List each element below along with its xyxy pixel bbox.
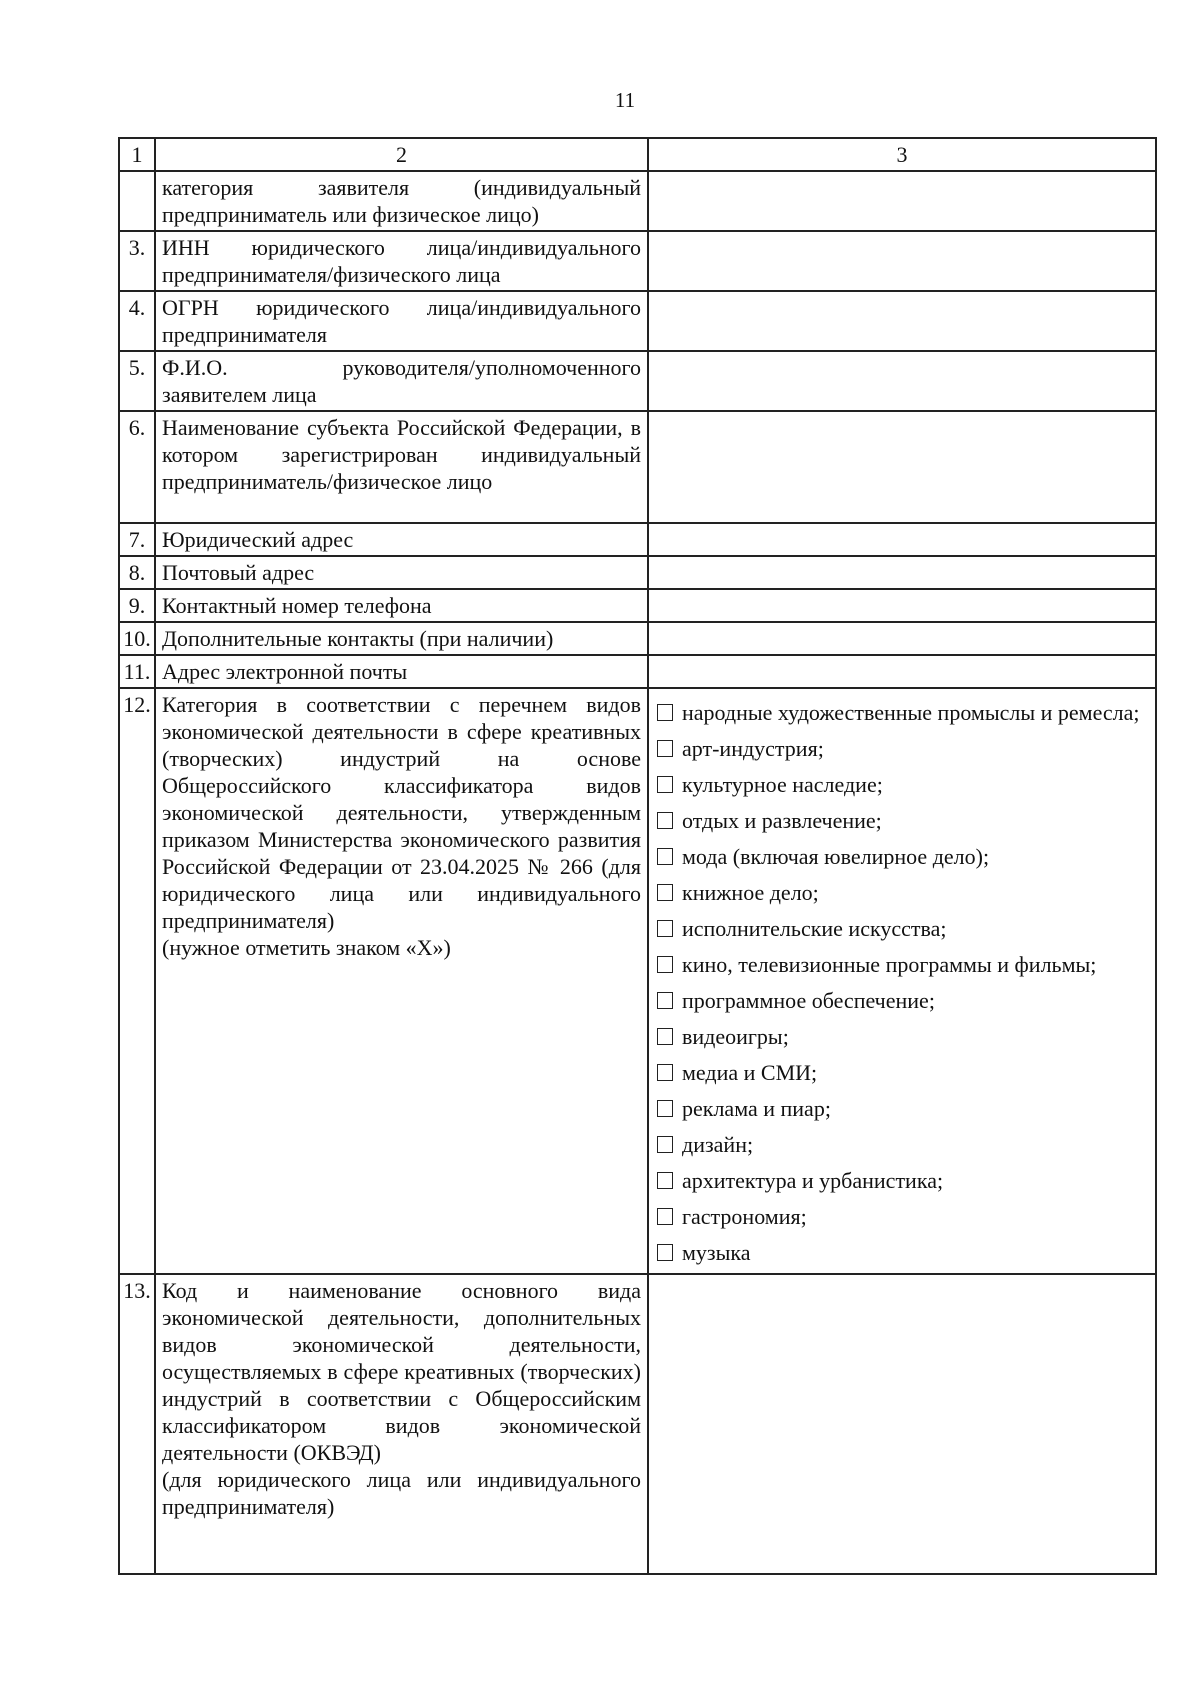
- row-number: 8.: [119, 556, 155, 589]
- table-row: [119, 655, 1156, 688]
- category-description: [155, 688, 648, 1274]
- row-label: ОГРН юридического лица/индивидуального предпринимателя: [155, 291, 648, 351]
- page-number: 11: [614, 88, 636, 112]
- row-number: 3.: [119, 231, 155, 291]
- row-number: 11.: [119, 655, 155, 688]
- checkbox-icon[interactable]: [657, 920, 673, 937]
- row-number: 7.: [119, 523, 155, 556]
- row-number: 13.: [119, 1274, 155, 1574]
- checkbox-icon[interactable]: [657, 1064, 673, 1081]
- row-value-field[interactable]: [648, 523, 1156, 556]
- table-row: [119, 171, 1156, 231]
- checkbox-icon[interactable]: [657, 740, 673, 757]
- checkbox-icon[interactable]: [657, 1136, 673, 1153]
- row-number: 10.: [119, 622, 155, 655]
- checkbox-icon[interactable]: [657, 992, 673, 1009]
- okved-value-field[interactable]: [648, 1274, 1156, 1574]
- okved-description: [155, 1274, 648, 1574]
- row-label: Ф.И.О. руководителя/уполномоченного заявителем лица: [155, 351, 648, 411]
- table-header-row: [119, 138, 1156, 171]
- checkbox-icon[interactable]: [657, 1028, 673, 1045]
- row-label: ИНН юридического лица/индивидуального предпринимателя/физического лица: [155, 231, 648, 291]
- checkbox-icon[interactable]: [657, 1208, 673, 1225]
- header-col-1: 1: [119, 138, 155, 171]
- row-value-field[interactable]: [648, 556, 1156, 589]
- row-number: 5.: [119, 351, 155, 411]
- row-label: Юридический адрес: [155, 523, 648, 556]
- category-option[interactable]: культурное наследие;: [657, 771, 1155, 799]
- category-option[interactable]: гастрономия;: [657, 1203, 1155, 1231]
- okved-label: Код и наименование основного вида экономической деятельности, дополнительных видов экономической деятельности, осуществляемых в сфере креативных (творческих) индустрий в соответствии с Общероссийским классификатором видов экономической деятельности (ОКВЭД): [162, 1278, 641, 1465]
- category-option[interactable]: музыка: [657, 1239, 1155, 1267]
- row-value-field[interactable]: [648, 589, 1156, 622]
- category-option[interactable]: архитектура и урбанистика;: [657, 1167, 1155, 1195]
- checkbox-icon[interactable]: [657, 1244, 673, 1261]
- category-option[interactable]: программное обеспечение;: [657, 987, 1155, 1015]
- category-option[interactable]: отдых и развлечение;: [657, 807, 1155, 835]
- row-number: [119, 171, 155, 231]
- category-option[interactable]: реклама и пиар;: [657, 1095, 1155, 1123]
- row-number: 6.: [119, 411, 155, 523]
- row-label: Контактный номер телефона: [155, 589, 648, 622]
- category-note: (нужное отметить знаком «Х»): [162, 935, 451, 960]
- row-label: Адрес электронной почты: [155, 655, 648, 688]
- okved-row: [119, 1274, 1156, 1574]
- checkbox-icon[interactable]: [657, 1172, 673, 1189]
- checkbox-icon[interactable]: [657, 1100, 673, 1117]
- checkbox-icon[interactable]: [657, 776, 673, 793]
- category-option[interactable]: исполнительские искусства;: [657, 915, 1155, 943]
- row-value-field[interactable]: [648, 171, 1156, 231]
- category-option[interactable]: народные художественные промыслы и ремесла;: [657, 699, 1155, 727]
- row-value-field[interactable]: [648, 231, 1156, 291]
- row-label: Почтовый адрес: [155, 556, 648, 589]
- row-label: категория заявителя (индивидуальный предприниматель или физическое лицо): [155, 171, 648, 231]
- header-col-3: 3: [648, 138, 1156, 171]
- header-col-2: 2: [155, 138, 648, 171]
- category-option[interactable]: кино, телевизионные программы и фильмы;: [657, 951, 1155, 979]
- category-option[interactable]: мода (включая ювелирное дело);: [657, 843, 1155, 871]
- row-value-field[interactable]: [648, 411, 1156, 523]
- table-row: [119, 589, 1156, 622]
- row-value-field[interactable]: [648, 351, 1156, 411]
- checkbox-icon[interactable]: [657, 812, 673, 829]
- category-option[interactable]: книжное дело;: [657, 879, 1155, 907]
- category-option[interactable]: медиа и СМИ;: [657, 1059, 1155, 1087]
- row-value-field[interactable]: [648, 291, 1156, 351]
- row-label: Наименование субъекта Российской Федерации, в котором зарегистрирован индивидуальный предприниматель/физическое лицо: [155, 411, 648, 523]
- row-value-field[interactable]: [648, 622, 1156, 655]
- category-options: [648, 688, 1156, 1274]
- checkbox-icon[interactable]: [657, 956, 673, 973]
- category-option[interactable]: дизайн;: [657, 1131, 1155, 1159]
- checkbox-icon[interactable]: [657, 848, 673, 865]
- category-row: [119, 688, 1156, 1274]
- table-row: [119, 231, 1156, 291]
- row-number: 4.: [119, 291, 155, 351]
- row-number: 12.: [119, 688, 155, 1274]
- application-form-table: [118, 137, 1157, 1575]
- row-number: 9.: [119, 589, 155, 622]
- table-row: [119, 556, 1156, 589]
- row-label: Дополнительные контакты (при наличии): [155, 622, 648, 655]
- table-row: [119, 411, 1156, 523]
- checkbox-icon[interactable]: [657, 884, 673, 901]
- table-row: [119, 291, 1156, 351]
- okved-note: (для юридического лица или индивидуального предпринимателя): [162, 1467, 641, 1519]
- table-row: [119, 351, 1156, 411]
- category-label: Категория в соответствии с перечнем видов экономической деятельности в сфере креативных (творческих) индустрий на основе Общероссийского классификатора видов экономической деятельности, утвержденным приказом Министерства экономического развития Российской Федерации от 23.04.2025 № 266 (для юридического лица или индивидуального предпринимателя): [162, 692, 641, 933]
- row-value-field[interactable]: [648, 655, 1156, 688]
- table-row: [119, 523, 1156, 556]
- checkbox-icon[interactable]: [657, 704, 673, 721]
- table-row: [119, 622, 1156, 655]
- category-option[interactable]: арт-индустрия;: [657, 735, 1155, 763]
- category-option[interactable]: видеоигры;: [657, 1023, 1155, 1051]
